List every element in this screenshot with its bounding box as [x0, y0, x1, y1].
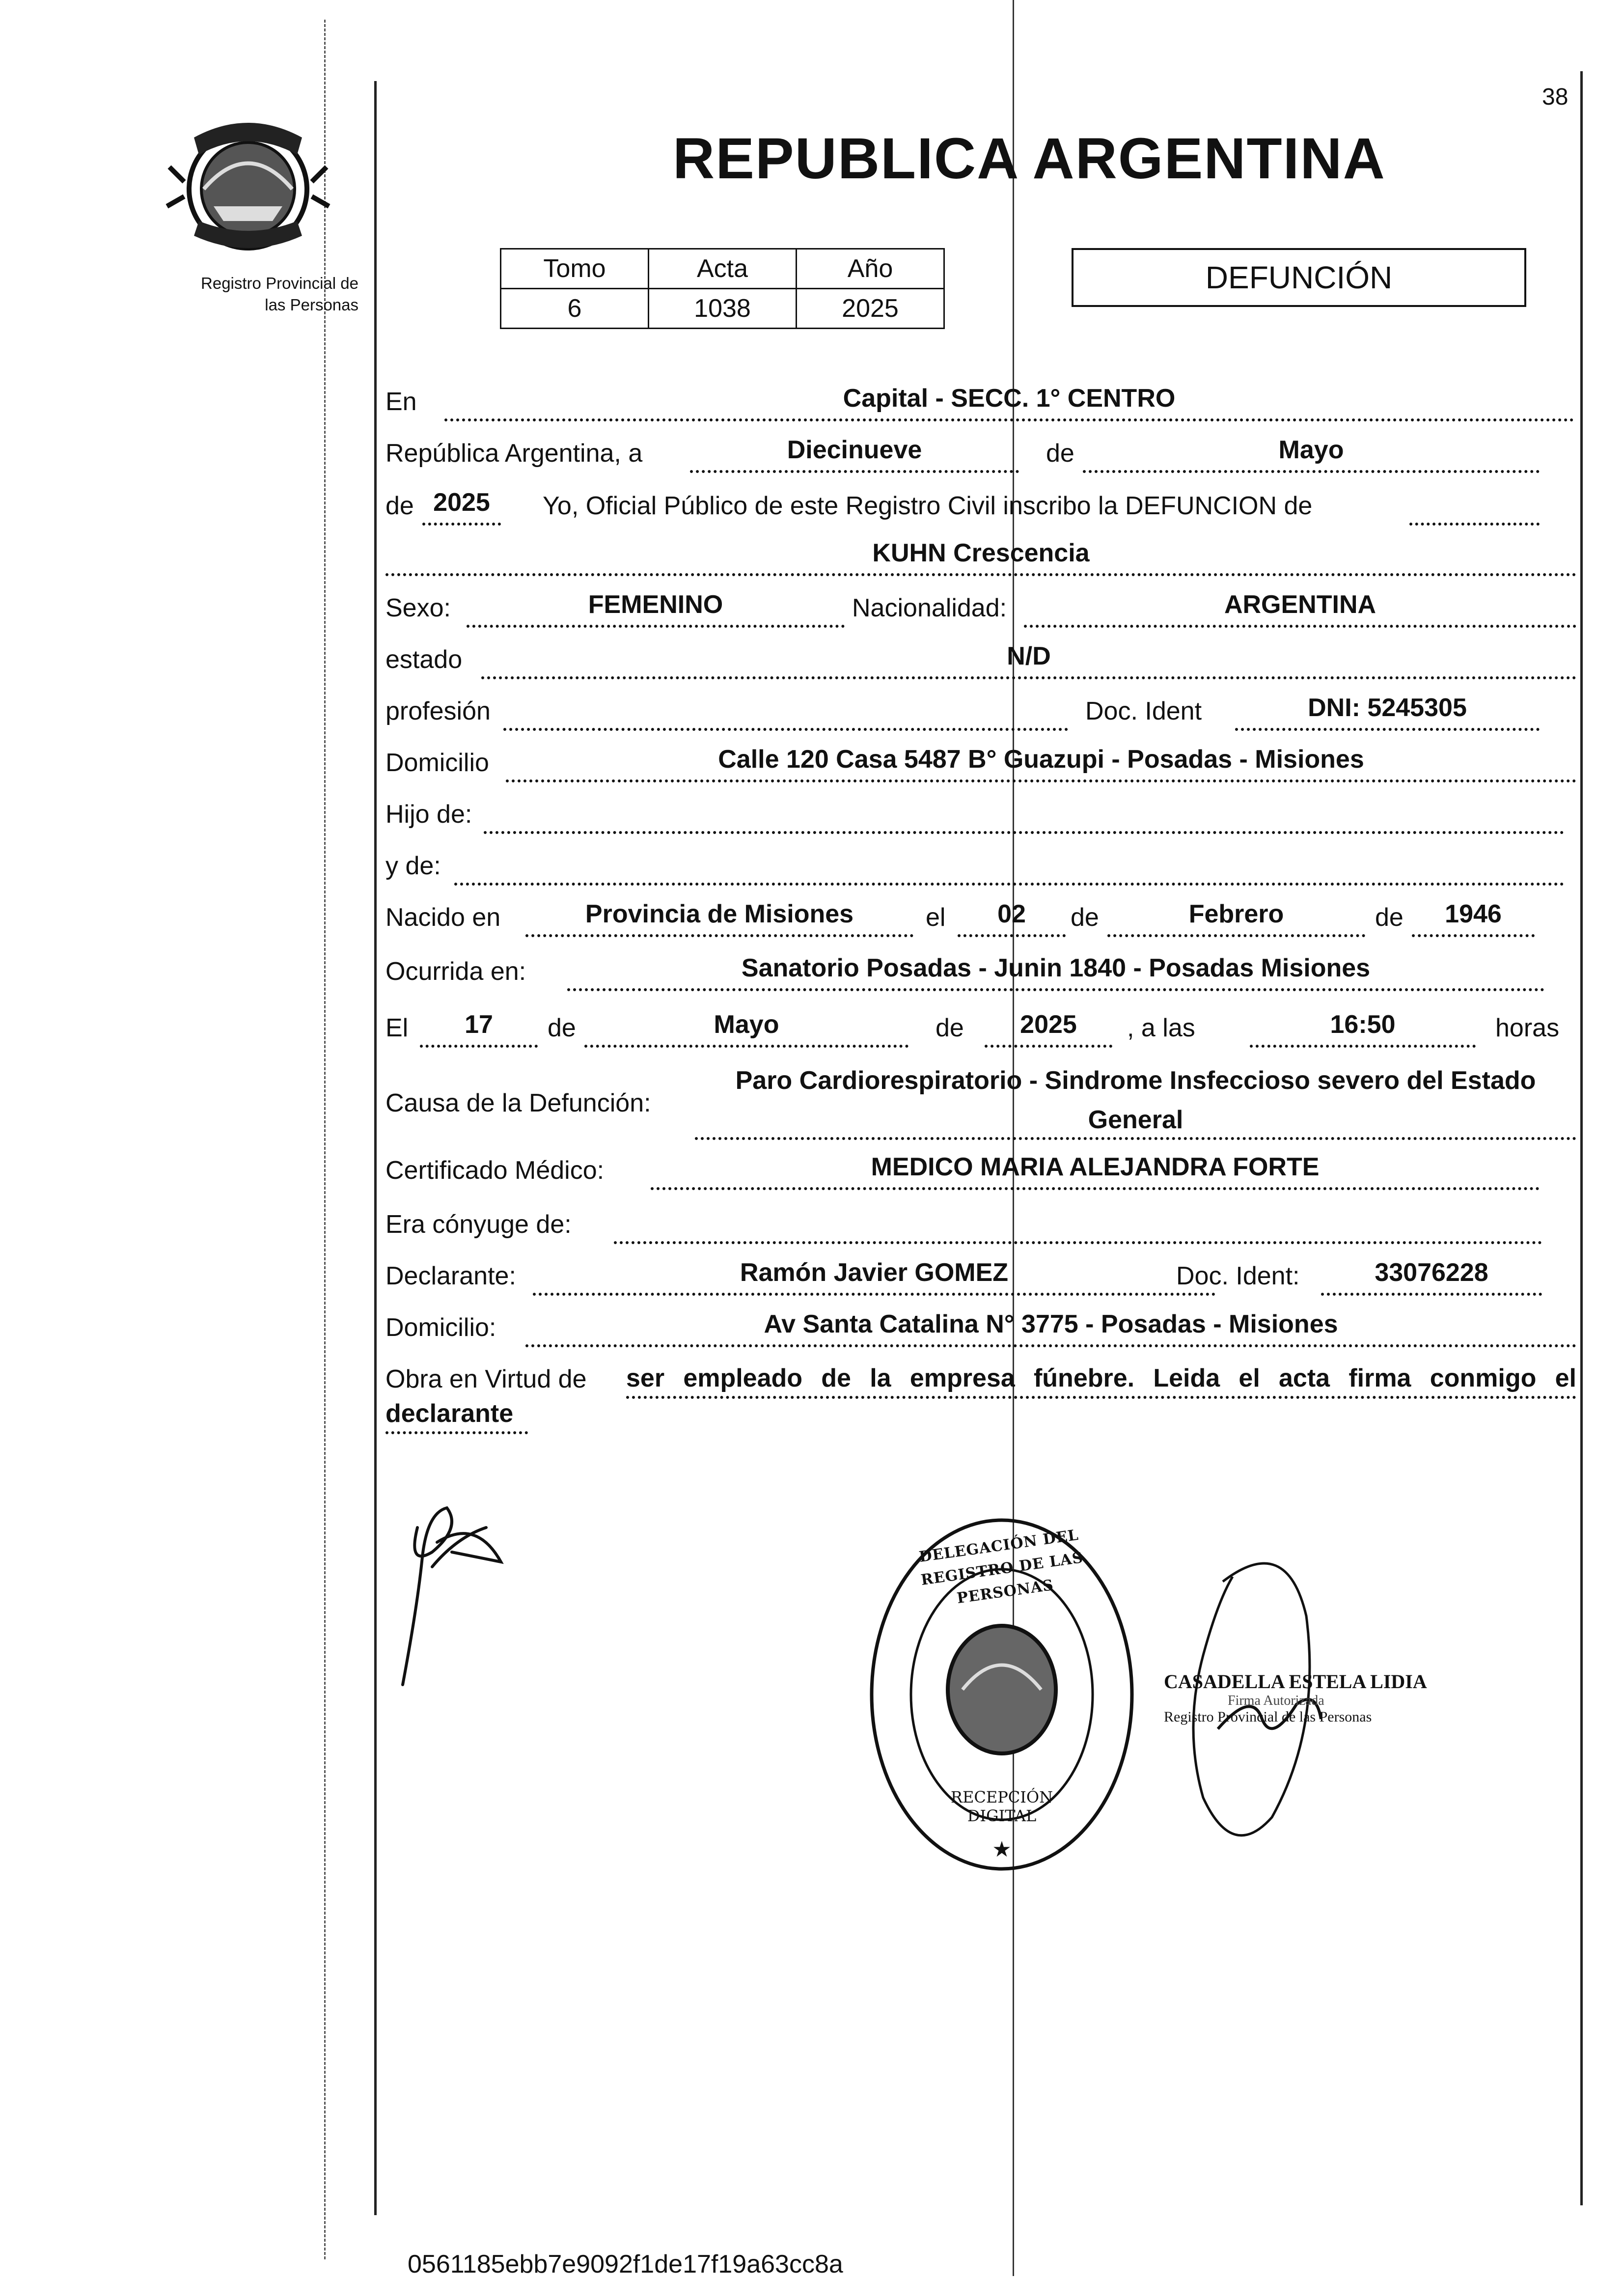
page-number: 38 — [1542, 84, 1569, 110]
domicilio-declarante-value: Av Santa Catalina N° 3775 - Posadas - Misiones — [525, 1309, 1576, 1347]
estado-civil-value: N/D — [481, 641, 1576, 679]
act-type-box: DEFUNCIÓN — [1072, 248, 1526, 307]
sexo-value: FEMENINO — [467, 589, 845, 628]
y-de-label: y de: — [385, 852, 441, 880]
dia-inscripcion-value: Diecinueve — [690, 435, 1019, 473]
horas-label: horas — [1495, 1014, 1560, 1042]
nacionalidad-label: Nacionalidad: — [852, 594, 1007, 622]
perforation-line — [324, 20, 326, 2259]
nacionalidad-value: ARGENTINA — [1024, 589, 1576, 628]
anio-header: Año — [797, 249, 944, 289]
causa-defuncion-value: Paro Cardiorespiratorio - Sindrome Insfeccioso severo del Estado General — [735, 1066, 1536, 1134]
provincia-misiones-emblem — [165, 108, 331, 260]
tomo-value: 6 — [501, 289, 649, 329]
lugar-nacimiento-value: Provincia de Misiones — [525, 899, 913, 937]
anio-value: 2025 — [797, 289, 944, 329]
document-hash: 0561185ebb7e9092f1de17f19a63cc8a — [408, 2250, 843, 2279]
nacimiento-anio-value: 1946 — [1412, 899, 1535, 937]
acta-value: 1038 — [649, 289, 797, 329]
domicilio-label: Domicilio — [385, 749, 489, 777]
de-label-5: de — [548, 1014, 576, 1042]
declarante-label: Declarante: — [385, 1262, 516, 1290]
org-line-2: las Personas — [265, 296, 358, 314]
el-label-2: El — [385, 1014, 409, 1042]
nacimiento-mes-value: Febrero — [1107, 899, 1365, 937]
officer-stamp — [1164, 1670, 1427, 1725]
declarant-signature — [388, 1498, 535, 1704]
hijo-de-label: Hijo de: — [385, 800, 472, 829]
tomo-header: Tomo — [501, 249, 649, 289]
defuncion-anio-value: 2025 — [985, 1009, 1112, 1048]
defuncion-dia-value: 17 — [420, 1009, 538, 1048]
lugar-value: Capital - SECC. 1° CENTRO — [444, 383, 1574, 421]
left-border-line — [374, 81, 377, 2215]
conyuge-label: Era cónyuge de: — [385, 1210, 572, 1239]
profesion-label: profesión — [385, 697, 491, 725]
doc-ident-label-2: Doc. Ident: — [1176, 1262, 1300, 1290]
seal-inner-text: RECEPCIÓN DIGITAL — [950, 1788, 1053, 1825]
acta-header: Acta — [649, 249, 797, 289]
obra-underline-1 — [626, 1396, 1576, 1399]
lugar-defuncion-value: Sanatorio Posadas - Junin 1840 - Posadas Misiones — [567, 953, 1544, 991]
doc-ident-value: DNI: 5245305 — [1235, 693, 1540, 731]
declarante-doc-value: 33076228 — [1321, 1257, 1542, 1296]
hijo-de-dots — [484, 796, 1564, 834]
obra-en-virtud-value: ser empleado de la empresa fúnebre. Leida el acta firma conmigo el declarante — [385, 1364, 1576, 1428]
estado-label: estado — [385, 645, 463, 674]
seal-ring-text-visible: DELEGACIÓN DEL REGISTRO DE LAS PERSONAS — [918, 1526, 1085, 1608]
officer-role: Firma Autorizada — [1228, 1693, 1324, 1708]
profesion-dots — [503, 693, 1068, 731]
en-label: En — [385, 388, 417, 416]
oficial-trailing-dots — [1409, 487, 1540, 526]
causa-underline — [695, 1137, 1576, 1140]
sexo-label: Sexo: — [385, 594, 451, 622]
oficial-text: Yo, Oficial Público de este Registro Civil inscribo la DEFUNCION de — [543, 492, 1313, 520]
causa-label: Causa de la Defunción: — [385, 1089, 651, 1117]
record-reference-table — [500, 248, 945, 329]
mes-inscripcion-value: Mayo — [1083, 435, 1540, 473]
anio-inscripcion-value: 2025 — [422, 487, 501, 526]
certificado-medico-value: MEDICO MARIA ALEJANDRA FORTE — [651, 1152, 1540, 1190]
document-title: REPUBLICA ARGENTINA — [673, 126, 1386, 191]
officer-name: CASADELLA ESTELA LIDIA — [1164, 1670, 1427, 1693]
obra-underline-2 — [385, 1431, 528, 1434]
ocurrida-en-label: Ocurrida en: — [385, 957, 526, 986]
de-label-4: de — [1375, 903, 1404, 932]
y-de-dots — [454, 847, 1564, 886]
org-line-1: Registro Provincial de — [201, 274, 358, 292]
nacimiento-dia-value: 02 — [958, 899, 1066, 937]
svg-text:★: ★ — [992, 1837, 1012, 1862]
declarante-value: Ramón Javier GOMEZ — [533, 1257, 1215, 1296]
registry-org-name — [152, 273, 358, 316]
hora-defuncion-value: 16:50 — [1250, 1009, 1476, 1048]
de-label-3: de — [1071, 903, 1099, 932]
de-label-2: de — [385, 492, 414, 520]
domicilio-value: Calle 120 Casa 5487 B° Guazupi - Posadas - Misiones — [506, 744, 1576, 782]
doc-ident-label: Doc. Ident — [1085, 697, 1202, 725]
nacido-en-label: Nacido en — [385, 903, 501, 932]
defuncion-mes-value: Mayo — [584, 1009, 908, 1048]
de-label: de — [1046, 439, 1074, 468]
nombre-fallecido-value: KUHN Crescencia — [385, 538, 1576, 576]
de-label-6: de — [936, 1014, 964, 1042]
a-las-label: , a las — [1127, 1014, 1195, 1042]
republica-label: República Argentina, a — [385, 439, 643, 468]
el-label: el — [926, 903, 946, 932]
domicilio-label-2: Domicilio: — [385, 1313, 496, 1342]
conyuge-dots — [614, 1206, 1542, 1244]
obra-en-virtud-label: Obra en Virtud de — [385, 1365, 587, 1393]
certificado-label: Certificado Médico: — [385, 1156, 605, 1185]
officer-org: Registro Provincial de las Personas — [1164, 1709, 1372, 1725]
